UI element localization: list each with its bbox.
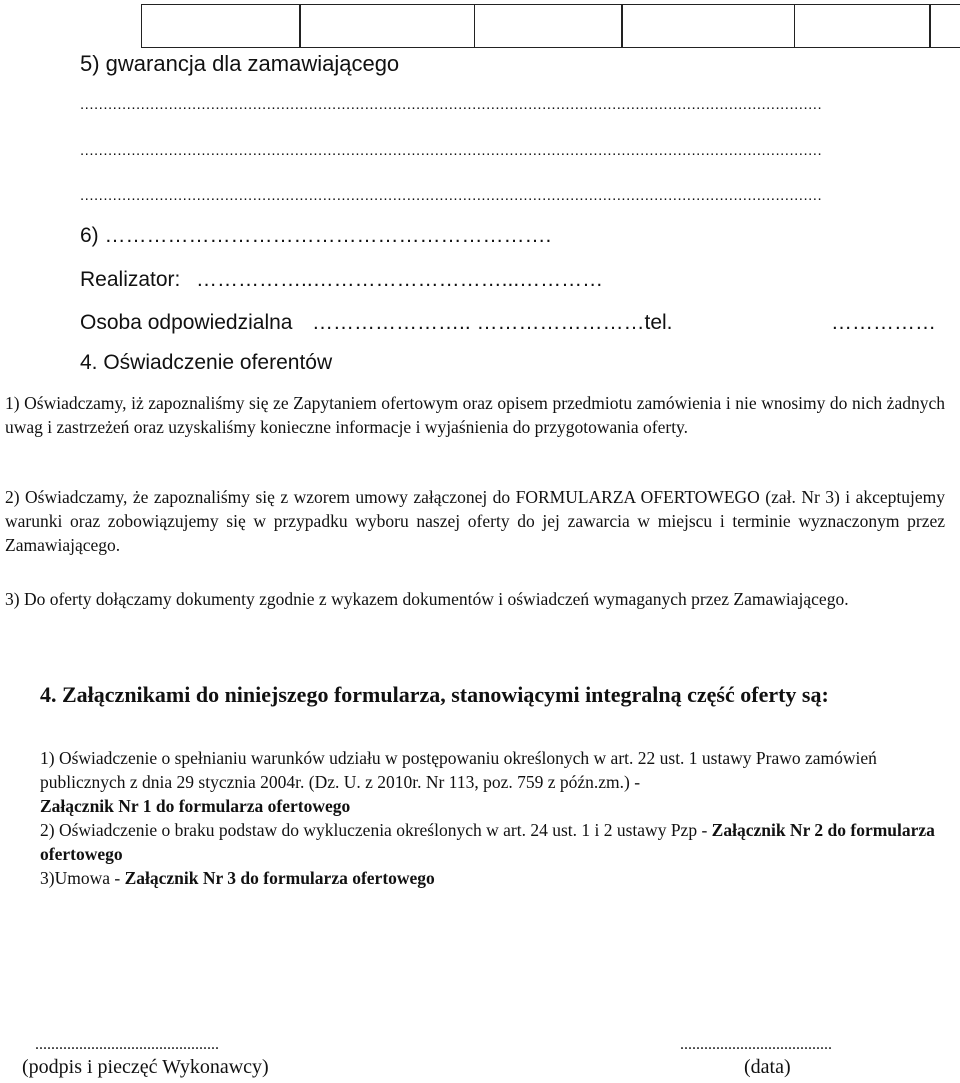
- osoba-label: Osoba odpowiedzialna: [80, 311, 293, 334]
- signature-dots-left: ..............................................: [35, 1036, 219, 1053]
- attachment-2-title: Załącznik Nr 2 do formularza ofertowego: [40, 820, 935, 864]
- header-table: [142, 4, 960, 48]
- header-cell: [621, 4, 795, 48]
- zalaczniki-heading: 4. Załącznikami do niniejszego formularza, stanowiącymi integralną część oferty są:: [40, 682, 829, 707]
- item6-label: 6) ……………………………………………………….: [80, 224, 552, 247]
- attachment-item-2: 2) Oświadczenie o braku podstaw do wykluczenia określonych w art. 24 ust. 1 i 2 ustawy Pzp - Załącznik Nr 2 do formularza ofertowego: [40, 820, 935, 864]
- attachment-1-title: Załącznik Nr 1 do formularza ofertowego: [40, 796, 351, 816]
- signature-label: (podpis i pieczęć Wykonawcy): [22, 1056, 269, 1078]
- tel-field[interactable]: ……………: [831, 311, 936, 334]
- header-cell: [299, 4, 475, 48]
- oswiadczenie-p2: 2) Oświadczamy, że zapoznaliśmy się z wzorem umowy załączonej do FORMULARZA OFERTOWEGO (zał. Nr 3) i akceptujemy warunki oraz zobowiązujemy się w przypadku wyboru naszej oferty do jej zawarcia w miejscu i terminie wyznaczonym przez Zamawiającego.: [5, 487, 945, 555]
- osoba-field[interactable]: ………………….. ……………………tel.: [312, 311, 673, 334]
- item5-label: 5) gwarancja dla zamawiającego: [80, 51, 400, 76]
- header-cell: [141, 4, 301, 48]
- dots-line: ...............................................................................................................................................................: [80, 187, 823, 204]
- date-dots: ......................................: [680, 1036, 832, 1053]
- realizator-field[interactable]: ……………..………………………...…………: [196, 268, 604, 291]
- date-label: (data): [744, 1056, 791, 1078]
- attachment-3-title: Załącznik Nr 3 do formularza ofertowego: [124, 868, 435, 888]
- oswiadczenie-p1: 1) Oświadczamy, iż zapoznaliśmy się ze Zapytaniem ofertowym oraz opisem przedmiotu zamówienia i nie wnosimy do nich żadnych uwag i zastrzeżeń oraz uzyskaliśmy konieczne informacje i wyjaśnienia do przygotowania oferty.: [5, 393, 945, 437]
- oswiadczenie-heading: 4. Oświadczenie oferentów: [80, 351, 333, 374]
- header-cell: [929, 4, 960, 48]
- header-cell: [794, 4, 931, 48]
- attachment-item-3: 3)Umowa - Załącznik Nr 3 do formularza ofertowego: [40, 868, 435, 888]
- header-cell: [474, 4, 623, 48]
- dots-line: ...............................................................................................................................................................: [80, 142, 823, 159]
- dots-line: ...............................................................................................................................................................: [80, 96, 823, 113]
- attachment-item-1: 1) Oświadczenie o spełnianiu warunków udziału w postępowaniu określonych w art. 22 ust. 1 ustawy Prawo zamówień publicznych z dnia 29 stycznia 2004r. (Dz. U. z 2010r. Nr 113, poz. 759 z późn.zm.) - Załącznik Nr 1 do formularza ofertowego: [40, 748, 877, 816]
- oswiadczenie-p3: 3) Do oferty dołączamy dokumenty zgodnie z wykazem dokumentów i oświadczeń wymaganych przez Zamawiającego.: [5, 589, 849, 609]
- realizator-label: Realizator:: [80, 268, 181, 291]
